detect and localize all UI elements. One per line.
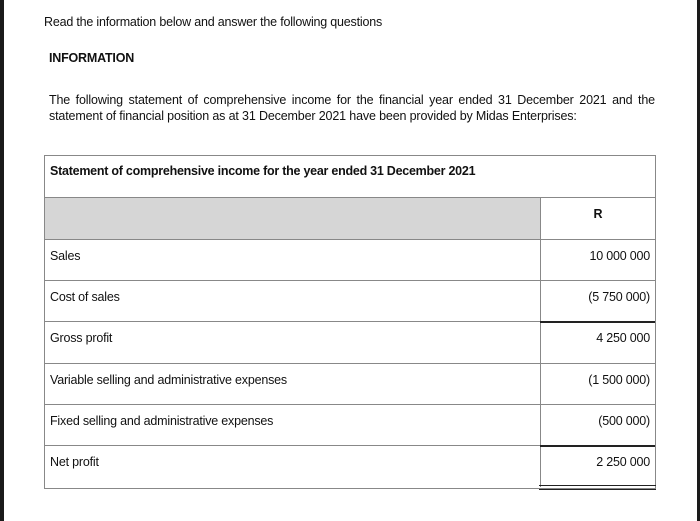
row-amount: (1 500 000) <box>588 373 650 387</box>
amount-cell <box>540 239 655 281</box>
table-row-sales <box>45 239 655 281</box>
row-amount: (5 750 000) <box>588 290 650 304</box>
amount-cell <box>540 404 655 446</box>
table-row-variable-expenses <box>45 363 655 405</box>
amount-cell <box>540 363 655 405</box>
section-heading: INFORMATION <box>49 51 135 65</box>
currency-header-cell <box>540 197 655 239</box>
row-label: Gross profit <box>50 331 113 345</box>
row-label: Net profit <box>50 455 99 469</box>
table-row-cost-of-sales <box>45 280 655 322</box>
amount-cell <box>540 280 655 322</box>
subtotal-rule <box>540 445 655 447</box>
row-label: Variable selling and administrative expenses <box>50 373 287 387</box>
statement-title: Statement of comprehensive income for the year ended 31 December 2021 <box>50 164 476 178</box>
row-label: Sales <box>50 249 81 263</box>
income-statement-table <box>44 155 656 489</box>
table-row-gross-profit <box>45 321 655 363</box>
table-header-row <box>45 197 655 239</box>
amount-cell <box>540 321 655 363</box>
left-window-edge <box>0 0 4 521</box>
row-amount: 2 250 000 <box>596 455 650 469</box>
subtotal-rule <box>540 321 655 323</box>
row-amount: 10 000 000 <box>589 249 650 263</box>
row-label: Cost of sales <box>50 290 120 304</box>
table-row-fixed-expenses <box>45 404 655 446</box>
amount-cell <box>540 445 655 487</box>
row-amount: 4 250 000 <box>596 331 650 345</box>
row-label: Fixed selling and administrative expenses <box>50 414 274 428</box>
information-paragraph: The following statement of comprehensive income for the financial year ended 31 December 2021 and the statement of financial position as at 31 December 2021 have been provided by Midas Enterprises: <box>49 93 655 123</box>
table-row-net-profit <box>45 445 655 487</box>
currency-header: R <box>593 207 603 221</box>
net-profit-double-underline <box>539 485 656 490</box>
instructions-text: Read the information below and answer the following questions <box>44 15 383 29</box>
row-amount: (500 000) <box>598 414 650 428</box>
